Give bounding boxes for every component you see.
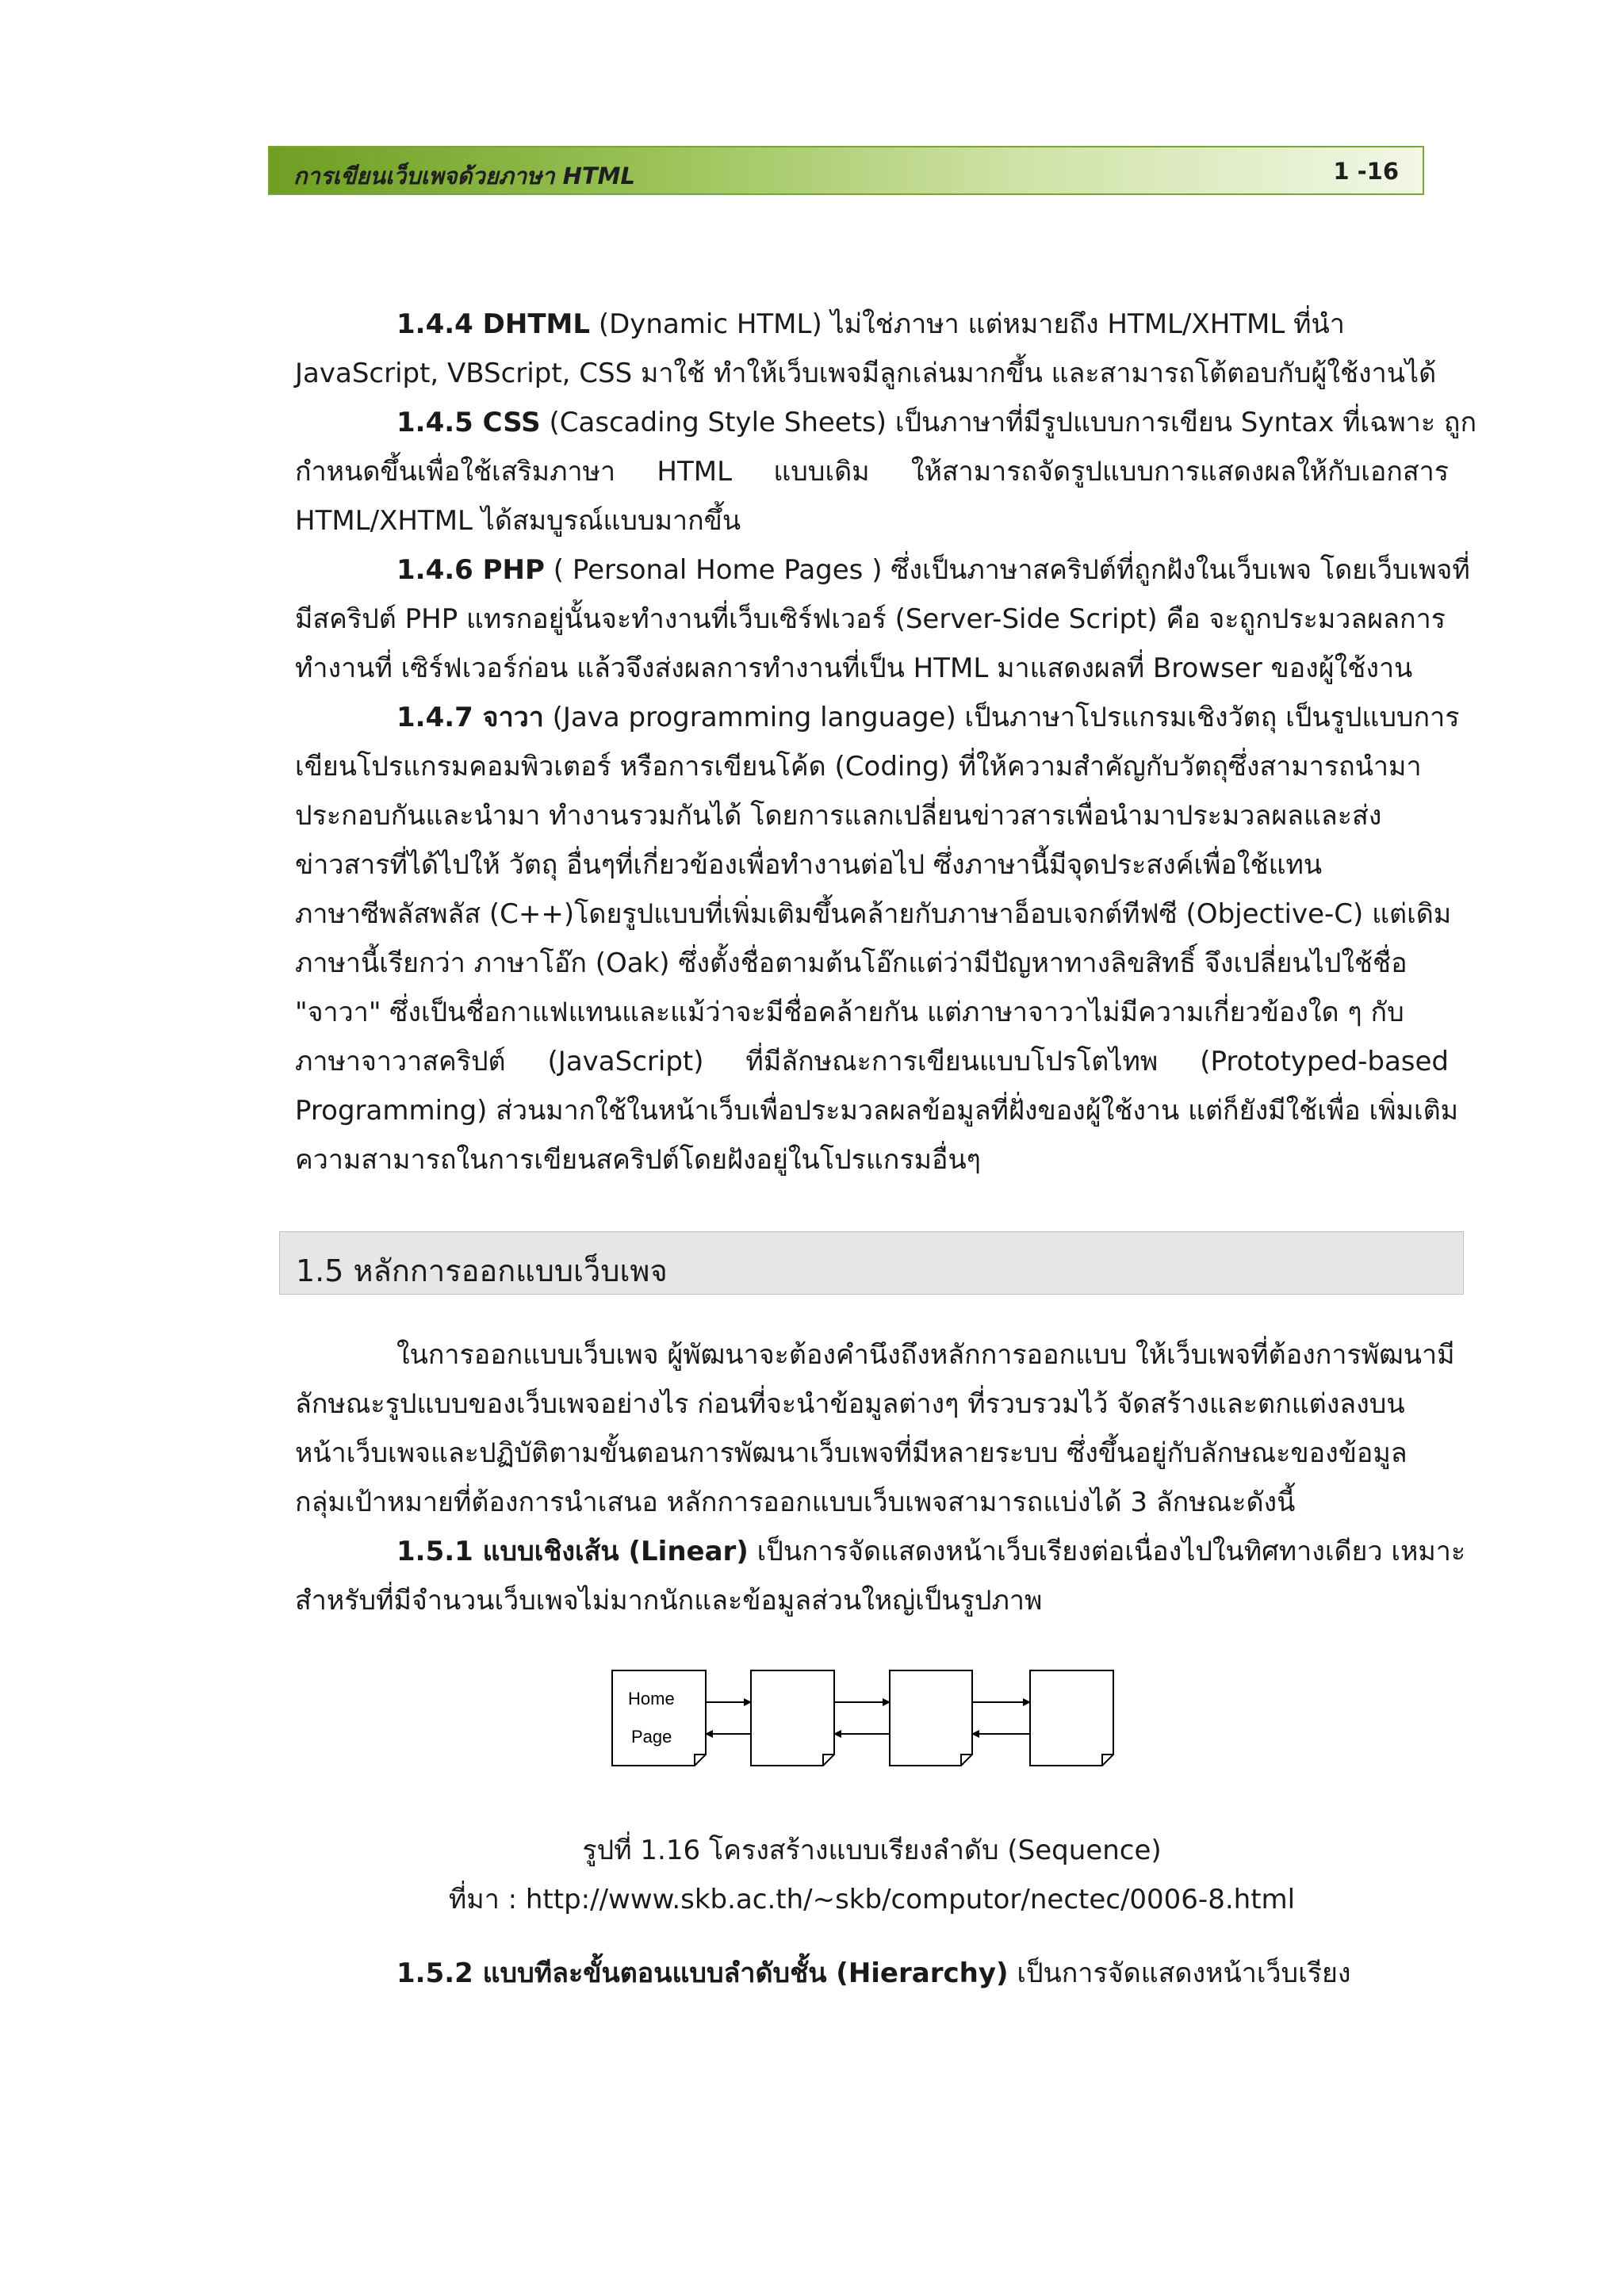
- text-line: HTML/XHTML ได้สมบูรณ์แบบมากขึ้น: [295, 505, 741, 537]
- term-heading: 1.4.7 จาวา: [396, 702, 544, 733]
- text-line: ในการออกแบบเว็บเพจ ผู้พัฒนาจะต้องคำนึงถึงหลักการออกแบบ ให้เว็บเพจที่ต้องการพัฒนามี: [396, 1339, 1455, 1371]
- text-line: หน้าเว็บเพจและปฏิบัติตามขั้นตอนการพัฒนาเว็บเพจที่มีหลายระบบ ซึ่งขึ้นอยู่กับลักษณะของข้อมูล: [295, 1437, 1408, 1469]
- header-title: การเขียนเว็บเพจด้วยภาษา HTML: [293, 163, 635, 189]
- text-span: (Java programming language) เป็นภาษาโปรแกรมเชิงวัตถุ เป็นรูปแบบการ: [543, 702, 1460, 733]
- section-title: 1.5 หลักการออกแบบเว็บเพจ: [296, 1253, 668, 1288]
- text-line: [295, 693, 1460, 742]
- linear-structure-diagram: [611, 1669, 1134, 1780]
- text-line: ลักษณะรูปแบบของเว็บเพจอย่างไร ก่อนที่จะนำข้อมูลต่างๆ ที่รวบรวมไว้ จัดสร้างและตกแต่งลงบน: [295, 1388, 1405, 1420]
- text-line: ภาษาซีพลัสพลัส (C++)โดยรูปแบบที่เพิ่มเติมขึ้นคล้ายกับภาษาอ็อบเจกต์ทีฟซี (Objective-C) แต่เดิม: [295, 898, 1452, 930]
- text-line: "จาวา" ซึ่งเป็นชื่อกาแฟแทนและแม้ว่าจะมีชื่อคล้ายกัน แต่ภาษาจาวาไม่มีความเกี่ยวข้องใด ๆ กับ: [295, 997, 1404, 1028]
- paragraph-java: [295, 693, 1460, 1184]
- text-line: Programming) ส่วนมากใช้ในหน้าเว็บเพื่อประมวลผลข้อมูลที่ฝั่งของผู้ใช้งาน แต่ก็ยังมีใช้เพื่อ เพิ่มเติม: [295, 1095, 1459, 1127]
- paragraph-css: [295, 398, 1477, 545]
- term-heading: 1.4.4 DHTML: [396, 308, 591, 340]
- text-line: [295, 1527, 1466, 1576]
- text-line: มีสคริปต์ PHP แทรกอยู่นั้นจะทำงานที่เว็บเซิร์ฟเวอร์ (Server-Side Script) คือ จะถูกประมวลผลการ: [295, 603, 1446, 635]
- page-box-3: [890, 1670, 972, 1766]
- text-line: กลุ่มเป้าหมายที่ต้องการนำเสนอ หลักการออกแบบเว็บเพจสามารถแบ่งได้ 3 ลักษณะดังนี้: [295, 1487, 1296, 1518]
- text-line: [295, 300, 1449, 349]
- text-span: ( Personal Home Pages ) ซึ่งเป็นภาษาสคริปต์ที่ถูกฝังในเว็บเพจ โดยเว็บเพจที่: [544, 554, 1470, 586]
- figure-source: ที่มา : http://www.skb.ac.th/~skb/computor/nectec/0006-8.html: [448, 1884, 1296, 1915]
- text-line: ประกอบกันและนำมา ทำงานรวมกันได้ โดยการแลกเปลี่ยนข่าวสารเพื่อนำมาประมวลผลและส่ง: [295, 800, 1382, 832]
- text-span: เป็นการจัดแสดงหน้าเว็บเรียงต่อเนื่องไปในทิศทางเดียว เหมาะ: [748, 1536, 1466, 1567]
- paragraph-dhtml: [295, 300, 1449, 398]
- text-line: กำหนดขึ้นเพื่อใช้เสริมภาษา HTML แบบเดิม ให้สามารถจัดรูปแบบการแสดงผลให้กับเอกสาร: [295, 456, 1449, 488]
- term-heading: 1.5.2 แบบทีละขั้นตอนแบบลำดับชั้น (Hierarchy): [396, 1957, 1009, 1989]
- page-box-home: [612, 1670, 706, 1766]
- text-line: JavaScript, VBScript, CSS มาใช้ ทำให้เว็บเพจมีลูกเล่นมากขึ้น และสามารถโต้ตอบกับผู้ใช้งานได้: [295, 358, 1437, 389]
- home-label-line1: Home: [628, 1689, 675, 1709]
- page-box-2: [751, 1670, 834, 1766]
- text-line: เขียนโปรแกรมคอมพิวเตอร์ หรือการเขียนโค้ด (Coding) ที่ให้ความสำคัญกับวัตถุซึ่งสามารถนำมา: [295, 751, 1422, 783]
- text-span: (Dynamic HTML) ไม่ใช่ภาษา แต่หมายถึง HTML/XHTML ที่นำ: [590, 308, 1345, 340]
- term-heading: 1.4.6 PHP: [396, 554, 545, 586]
- text-line: ทำงานที่ เซิร์ฟเวอร์ก่อน แล้วจึงส่งผลการทำงานที่เป็น HTML มาแสดงผลที่ Browser ของผู้ใช้งาน: [295, 652, 1413, 684]
- figure-caption: รูปที่ 1.16 โครงสร้างแบบเรียงลำดับ (Sequence): [582, 1835, 1162, 1866]
- term-heading: 1.4.5 CSS: [396, 407, 541, 438]
- paragraph-design-intro: [295, 1330, 1455, 1527]
- text-line: ภาษานี้เรียกว่า ภาษาโอ๊ก (Oak) ซึ่งตั้งชื่อตามต้นโอ๊กแต่ว่ามีปัญหาทางลิขสิทธิ์ จึงเปลี่ยนไปใช้ชื่อ: [295, 947, 1408, 979]
- text-line: ภาษาจาวาสคริปต์ (JavaScript) ที่มีลักษณะการเขียนแบบโปรโตไทพ (Prototyped-based: [295, 1046, 1449, 1077]
- text-line: [295, 545, 1470, 595]
- text-line: ข่าวสารที่ได้ไปให้ วัตถุ อื่นๆที่เกี่ยวข้องเพื่อทำงานต่อไป ซึ่งภาษานี้มีจุดประสงค์เพื่อใช้แทน: [295, 849, 1323, 881]
- text-span: เป็นการจัดแสดงหน้าเว็บเรียง: [1008, 1957, 1351, 1989]
- text-line: [295, 398, 1477, 447]
- term-heading: 1.5.1 แบบเชิงเส้น (Linear): [396, 1536, 749, 1567]
- home-label-line2: Page: [631, 1727, 672, 1747]
- text-line: สำหรับที่มีจำนวนเว็บเพจไม่มากนักและข้อมูลส่วนใหญ่เป็นรูปภาพ: [295, 1585, 1043, 1617]
- paragraph-php: [295, 545, 1470, 693]
- paragraph-hierarchy: [295, 1949, 1449, 1998]
- page-number: 1 -16: [1333, 158, 1399, 185]
- page-box-4: [1030, 1670, 1113, 1766]
- text-line: ความสามารถในการเขียนสคริปต์โดยฝังอยู่ในโปรแกรมอื่นๆ: [295, 1144, 981, 1176]
- text-span: (Cascading Style Sheets) เป็นภาษาที่มีรูปแบบการเขียน Syntax ที่เฉพาะ ถูก: [540, 407, 1477, 438]
- section-heading-bar: [279, 1231, 1464, 1295]
- paragraph-linear: [295, 1527, 1466, 1625]
- text-line: [295, 1949, 1449, 1998]
- running-header: [268, 146, 1424, 195]
